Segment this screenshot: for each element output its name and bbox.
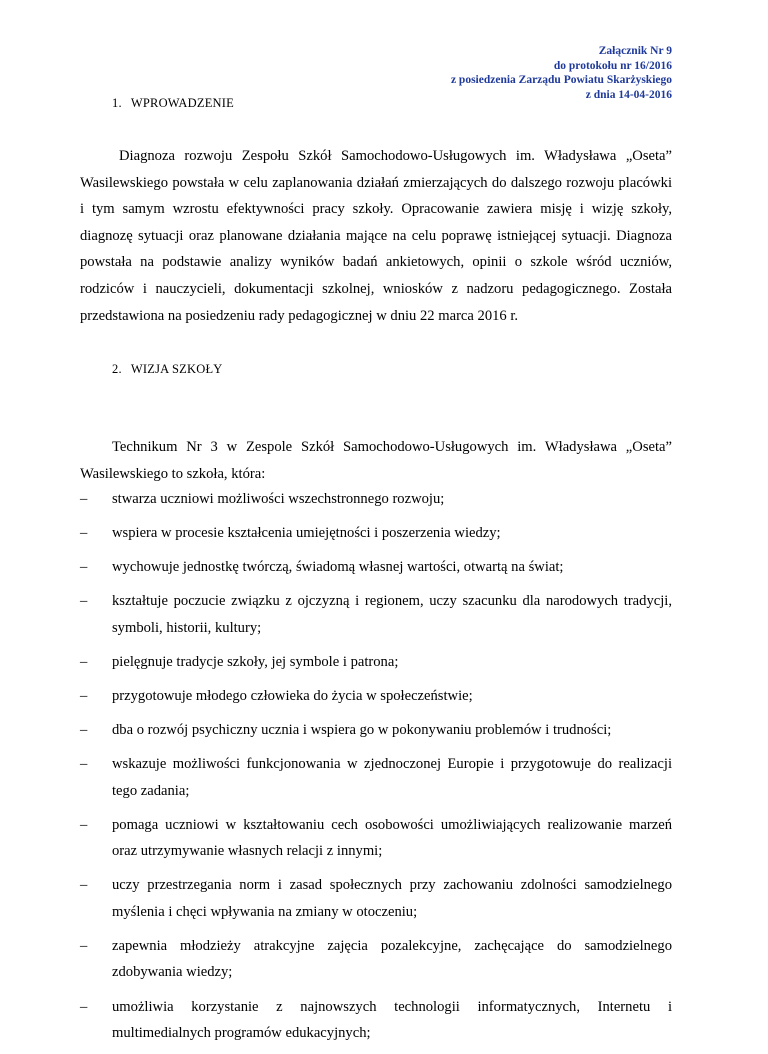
section-1-number: 1. [112, 96, 122, 110]
list-item [80, 588, 672, 641]
list-item-text: uczy przestrzegania norm i zasad społecznych przy zachowaniu zdolności samodzielnego myślenia i chęci wpływania na zmiany w otoczeniu; [112, 877, 672, 920]
list-item-text: kształtuje poczucie związku z ojczyzną i regionem, uczy szacunku dla narodowych tradycji, symboli, historii, kultury; [112, 593, 672, 636]
list-item [80, 872, 672, 925]
dash-bullet-icon: – [80, 877, 88, 894]
list-item-text: wychowuje jednostkę twórczą, świadomą własnej wartości, otwartą na świat; [112, 559, 564, 576]
dash-bullet-icon: – [80, 491, 88, 507]
section-2-intro [80, 434, 672, 487]
list-item-text: wspiera w procesie kształcenia umiejętności i poszerzenia wiedzy; [112, 525, 501, 542]
dash-bullet-icon: – [80, 687, 88, 704]
section-1-title: WPROWADZENIE [130, 96, 234, 110]
dash-bullet-icon: – [80, 756, 88, 773]
section-1-body [80, 143, 672, 329]
dash-bullet-icon: – [80, 998, 88, 1015]
section-1-heading [112, 96, 234, 111]
list-item [80, 751, 672, 804]
list-item-text: przygotowuje młodego człowieka do życia w społeczeństwie; [112, 687, 473, 704]
list-item [80, 520, 672, 547]
list-item [80, 717, 672, 744]
list-item [80, 486, 672, 513]
list-item [80, 683, 672, 710]
list-item-text: pomaga uczniowi w kształtowaniu cech osobowości umożliwiających realizowanie marzeń oraz utrzymywanie własnych relacji z innymi; [112, 816, 672, 860]
header-meeting-name: z posiedzenia Zarządu Powiatu Skarżyskiego [450, 74, 672, 86]
section-1-paragraph: Diagnoza rozwoju Zespołu Szkół Samochodowo-Usługowych im. Władysława „Oseta” Wasilewskiego powstała w celu zaplanowania działań zmierzających do dalszego rozwoju placówki i tym samym wzrostu efektywności pracy szkoły. Opracowanie zawiera misję i wizję szkoły, diagnozę sytuacji oraz planowane działania mające na celu poprawę istniejącej sytuacji. Diagnoza powstała na podstawie analizy wyników badań ankietowych, opinii o szkole wśród uczniów, rodziców i nauczycieli, dokumentacji szkolnej, wniosków z nadzoru pedagogicznego. Została przedstawiona na posiedzeniu rady pedagogicznej w dniu 22 marca 2016 r. [80, 148, 672, 324]
dash-bullet-icon: – [80, 593, 88, 610]
list-item [80, 649, 672, 676]
section-2-title: WIZJA SZKOŁY [130, 362, 223, 376]
school-vision-list [80, 486, 672, 1054]
header-date: z dnia 14-04-2016 [585, 88, 672, 101]
section-2-number: 2. [112, 362, 122, 376]
dash-bullet-icon: – [80, 559, 88, 576]
attachment-header [451, 44, 672, 102]
list-item-text: zapewnia młodzieży atrakcyjne zajęcia pozalekcyjne, zachęcające do samodzielnego zdobywania wiedzy; [112, 937, 672, 981]
list-item-text: dba o rozwój psychiczny ucznia i wspiera go w pokonywaniu problemów i trudności; [112, 722, 612, 739]
list-item [80, 554, 672, 581]
list-item-text: umożliwia korzystanie z najnowszych technologii informatycznych, Internetu i multimedialnych programów edukacyjnych; [112, 998, 672, 1042]
list-item-text: pielęgnuje tradycje szkoły, jej symbole i patrona; [112, 653, 399, 670]
list-item-text: wskazuje możliwości funkcjonowania w zjednoczonej Europie i przygotowuje do realizacji tego zadania; [112, 756, 672, 799]
list-item [80, 812, 672, 865]
dash-bullet-icon: – [80, 816, 88, 833]
dash-bullet-icon: – [80, 937, 88, 954]
dash-bullet-icon: – [80, 653, 88, 670]
header-protocol-number: do protokołu nr 16/2016 [553, 59, 672, 72]
dash-bullet-icon: – [80, 525, 88, 542]
list-item-text: stwarza uczniowi możliwości wszechstronnego rozwoju; [112, 491, 445, 507]
header-attachment-number: Załącznik Nr 9 [598, 45, 672, 57]
section-2-intro-text: Technikum Nr 3 w Zespole Szkół Samochodowo-Usługowych im. Władysława „Oseta” Wasilewskiego to szkoła, która: [80, 439, 672, 482]
dash-bullet-icon: – [80, 722, 88, 739]
section-2-heading [112, 362, 223, 377]
list-item [80, 994, 672, 1047]
list-item [80, 933, 672, 986]
